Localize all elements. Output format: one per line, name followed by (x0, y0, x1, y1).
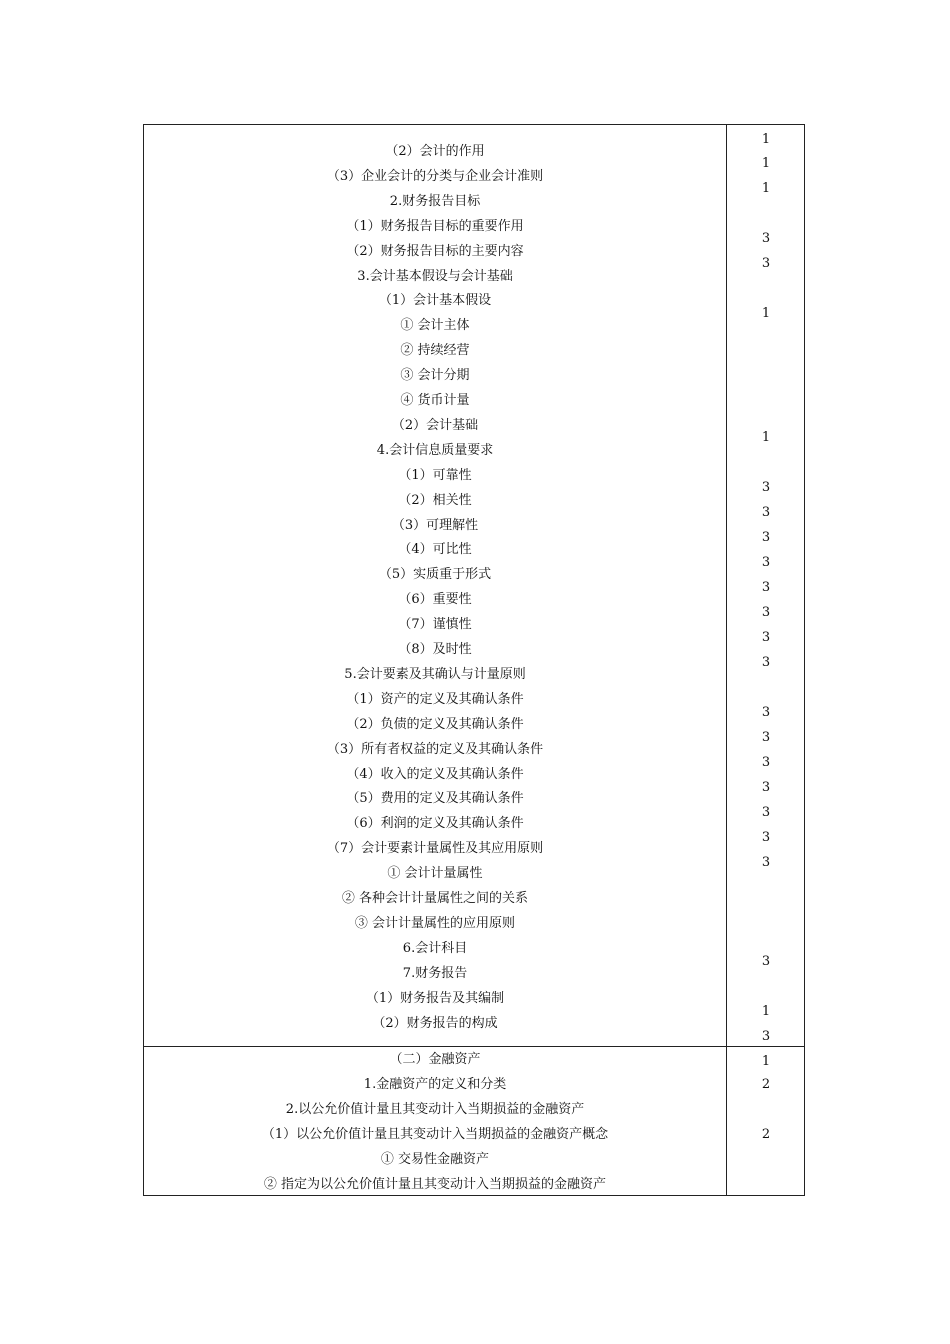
outline-item: （2）会计的作用 (385, 144, 485, 159)
outline-item: 1.金融资产的定义和分类 (363, 1077, 507, 1092)
level-value: 3 (761, 780, 771, 795)
level-value: 2 (761, 1077, 771, 1092)
level-value: 3 (761, 1029, 771, 1044)
level-value: 3 (761, 954, 771, 969)
outline-item: （1）会计基本假设 (378, 293, 492, 309)
section-divider (144, 1046, 804, 1047)
outline-item: （1）以公允价值计量且其变动计入当期损益的金融资产概念 (261, 1127, 609, 1142)
outline-item: （5）实质重于形式 (378, 567, 492, 583)
outline-item: 2.以公允价值计量且其变动计入当期损益的金融资产 (285, 1102, 585, 1117)
outline-item: （2）财务报告的构成 (372, 1015, 498, 1031)
outline-item: （2）负债的定义及其确认条件 (346, 716, 524, 732)
level-value: 3 (761, 605, 771, 620)
outline-item: （5）费用的定义及其确认条件 (346, 791, 524, 807)
outline-item: ② 持续经营 (400, 343, 470, 359)
level-value: 3 (761, 655, 771, 670)
level-value: 3 (761, 256, 771, 271)
level-value: 1 (761, 181, 771, 196)
outline-item: 3.会计基本假设与会计基础 (357, 268, 513, 284)
outline-item: （2）相关性 (398, 492, 472, 508)
outline-item: 2.财务报告目标 (389, 193, 481, 209)
level-value: 3 (761, 805, 771, 820)
level-value: 1 (761, 132, 771, 147)
level-value: 1 (761, 156, 771, 171)
outline-item: （6）重要性 (398, 592, 472, 608)
outline-item: （1）财务报告目标的重要作用 (346, 218, 524, 234)
outline-item: （7）谨慎性 (398, 617, 472, 633)
outline-item: ④ 货币计量 (400, 393, 470, 408)
level-value: 3 (761, 730, 771, 745)
level-value: 3 (761, 505, 771, 520)
outline-item: ① 会计主体 (400, 318, 470, 334)
outline-item: ① 会计计量属性 (387, 866, 483, 882)
level-value: 3 (761, 530, 771, 545)
outline-item: 7.财务报告 (402, 965, 468, 981)
outline-item: ③ 会计分期 (400, 368, 470, 384)
outline-item: （1）资产的定义及其确认条件 (346, 691, 524, 707)
outline-item: （6）利润的定义及其确认条件 (346, 816, 524, 832)
outline-item: 4.会计信息质量要求 (376, 442, 494, 458)
level-value: 3 (761, 830, 771, 845)
outline-item: （4）收入的定义及其确认条件 (346, 766, 524, 782)
level-value: 3 (761, 705, 771, 720)
syllabus-table (143, 124, 805, 1196)
outline-item: （3）企业会计的分类与企业会计准则 (326, 168, 544, 184)
level-value: 3 (761, 855, 771, 870)
outline-item: 6.会计科目 (402, 940, 468, 956)
outline-item: ③ 会计计量属性的应用原则 (354, 915, 516, 931)
level-value: 1 (761, 1054, 771, 1069)
outline-item: （7）会计要素计量属性及其应用原则 (326, 841, 544, 857)
outline-item: （3）可理解性 (391, 517, 479, 533)
outline-item: （2）会计基础 (391, 417, 479, 433)
outline-item: （4）可比性 (398, 542, 472, 558)
level-value: 3 (761, 555, 771, 570)
level-value: 3 (761, 630, 771, 645)
outline-item: （1）可靠性 (398, 467, 472, 483)
level-value: 1 (761, 1004, 771, 1019)
level-value: 3 (761, 580, 771, 595)
outline-item: ② 各种会计计量属性之间的关系 (341, 891, 529, 906)
level-value: 3 (761, 231, 771, 246)
outline-item: （二）金融资产 (389, 1052, 481, 1067)
outline-item: ① 交易性金融资产 (380, 1152, 490, 1167)
outline-item: （2）财务报告目标的主要内容 (346, 243, 524, 259)
outline-item: （3）所有者权益的定义及其确认条件 (326, 741, 544, 757)
level-value: 1 (761, 430, 771, 445)
level-value: 3 (761, 480, 771, 495)
outline-item: ② 指定为以公允价值计量且其变动计入当期损益的金融资产 (263, 1177, 607, 1192)
outline-item: （1）财务报告及其编制 (365, 990, 505, 1006)
outline-item: （8）及时性 (398, 642, 472, 657)
level-value: 2 (761, 1127, 771, 1142)
outline-item: 5.会计要素及其确认与计量原则 (344, 666, 526, 682)
level-value: 3 (761, 755, 771, 770)
level-value: 1 (761, 306, 771, 321)
